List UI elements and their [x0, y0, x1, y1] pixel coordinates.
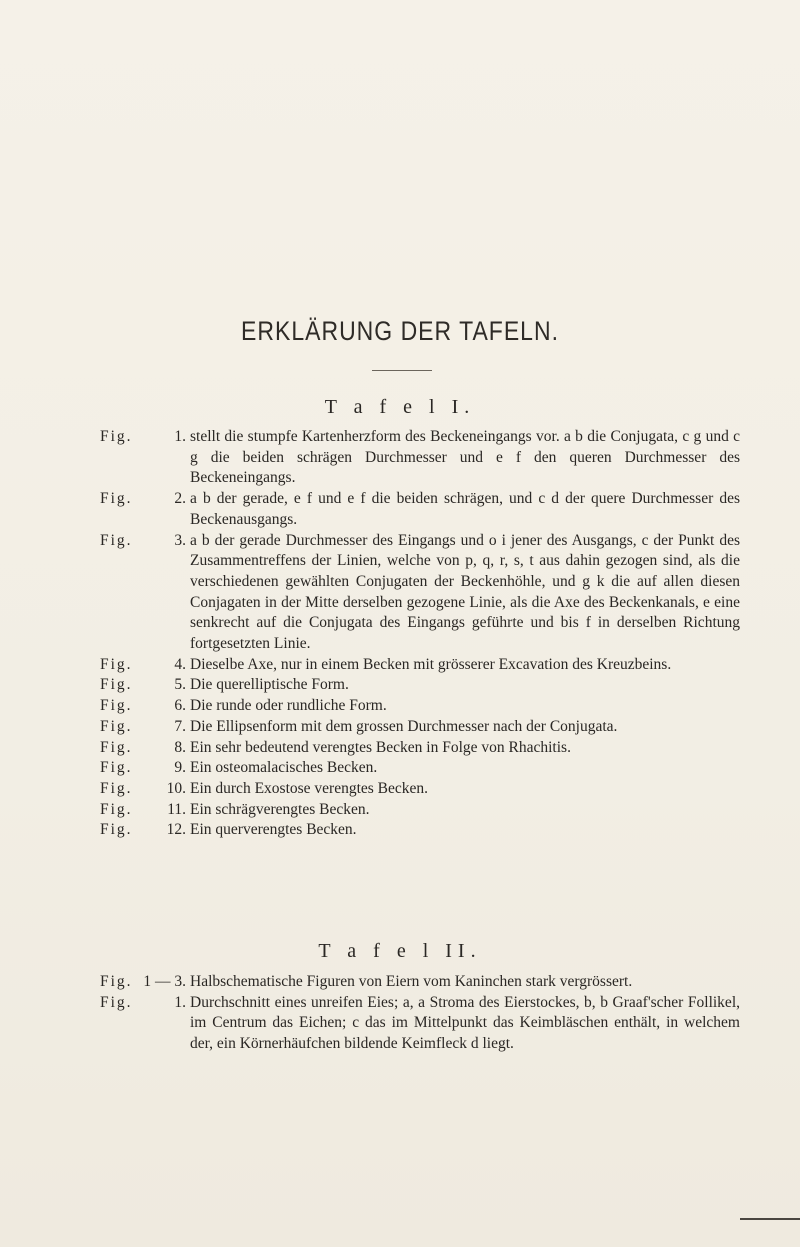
tafel-1-fig-11	[100, 800, 740, 821]
fig-description: Die runde oder rundliche Form.	[190, 697, 387, 715]
tafel-1-fig-4	[100, 655, 740, 676]
fig-label: Fig.	[100, 676, 133, 694]
fig-label: Fig.	[100, 800, 133, 818]
fig-label: Fig.	[100, 490, 133, 508]
fig-label: Fig.	[100, 531, 133, 549]
fig-number: 9.	[174, 759, 186, 777]
fig-label: Fig.	[100, 759, 133, 777]
fig-description: Ein osteomalacisches Becken.	[190, 759, 378, 777]
tafel-1-fig-9	[100, 758, 740, 779]
fig-description: Die Ellipsenform mit dem grossen Durchmesser nach der Conjugata.	[190, 717, 618, 735]
fig-number: 6.	[174, 697, 186, 715]
fig-description: Ein sehr bedeutend verengtes Becken in Folge von Rhachitis.	[190, 738, 571, 756]
fig-description: Ein schrägverengtes Becken.	[190, 800, 370, 818]
fig-number: 4.	[174, 655, 186, 673]
fig-description: Durchschnitt eines unreifen Eies; a, a Stroma des Eierstockes, b, b Graaf'scher Follikel, im Centrum das Eichen; c das im Mittelpunkt das Keimbläschen enthält, in welchem der, ein Körnerhäufchen bildende Keimfleck d liegt.	[190, 993, 740, 1053]
fig-number: 10.	[166, 779, 186, 797]
tafel-1-fig-6	[100, 696, 740, 717]
fig-label: Fig.	[100, 821, 133, 839]
fig-label: Fig.	[100, 655, 133, 673]
fig-number: 12.	[166, 821, 186, 839]
tafel-1-fig-7	[100, 717, 740, 738]
heading-divider	[372, 370, 432, 371]
fig-label: Fig.	[100, 993, 133, 1011]
fig-number: 7.	[174, 717, 186, 735]
fig-label: Fig.	[100, 697, 133, 715]
tafel-1-fig-3	[100, 531, 740, 655]
page-edge-mark	[740, 1218, 800, 1220]
fig-description: Die querelliptische Form.	[190, 676, 349, 694]
fig-label: Fig.	[100, 428, 133, 445]
tafel-2-title: T a f e l II.	[318, 940, 482, 962]
fig-description: Dieselbe Axe, nur in einem Becken mit grösserer Excavation des Kreuzbeins.	[190, 655, 672, 673]
tafel-2-fig-1-3	[100, 972, 740, 993]
fig-description: a b der gerade, e f und e f die beiden schrägen, und c d der quere Durchmesser des Beckenausgangs.	[190, 490, 740, 528]
fig-number: 1 — 3.	[143, 973, 186, 990]
fig-description: Ein querverengtes Becken.	[190, 821, 357, 839]
fig-label: Fig.	[100, 779, 133, 797]
fig-label: Fig.	[100, 717, 133, 735]
tafel-1-fig-10	[100, 779, 740, 800]
fig-description: Ein durch Exostose verengtes Becken.	[190, 779, 429, 797]
tafel-1-fig-12	[100, 820, 740, 841]
tafel-1-fig-8	[100, 738, 740, 759]
fig-label: Fig.	[100, 738, 133, 756]
fig-description: a b der gerade Durchmesser des Eingangs und o i jener des Ausgangs, c der Punkt des Zusammentreffens der Linien, welche von p, q, r, s, t aus dahin gezogen sind, als die verschiedenen gewählten Conjugaten der Beckenhöhle, und g k die auf allen diesen Conjagaten in der Mitte derselben gezogene Linie, als die Axe des Beckenkanals, e eine senkrecht auf die Conjugata des Eingangs geführte und bis f in derselben Richtung fortgesetzten Linie.	[190, 531, 740, 653]
fig-number: 2.	[174, 490, 186, 508]
fig-label: Fig.	[100, 973, 133, 990]
tafel-1-title: T a f e l I.	[324, 396, 476, 418]
fig-number: 5.	[174, 676, 186, 694]
tafel-1-fig-5	[100, 675, 740, 696]
fig-number: 11.	[167, 800, 186, 818]
fig-description: stellt die stumpfe Kartenherzform des Beckeneingangs vor. a b die Conjugata, c g und c g die beiden schrägen Durchmesser und e f den queren Durchmesser des Beckeneingangs.	[190, 428, 740, 487]
document-heading: ERKLÄRUNG DER TAFELN.	[241, 315, 559, 346]
fig-number: 3.	[174, 531, 186, 549]
fig-description: Halbschematische Figuren von Eiern vom Kaninchen stark vergrössert.	[190, 973, 633, 990]
tafel-2-entries	[100, 972, 740, 1055]
tafel-1-fig-1	[100, 427, 740, 489]
fig-number: 8.	[174, 738, 186, 756]
fig-number: 1.	[174, 428, 186, 445]
tafel-2-fig-1	[100, 993, 740, 1055]
fig-number: 1.	[174, 993, 186, 1011]
tafel-1-fig-2	[100, 489, 740, 530]
tafel-1-entries	[100, 427, 740, 841]
